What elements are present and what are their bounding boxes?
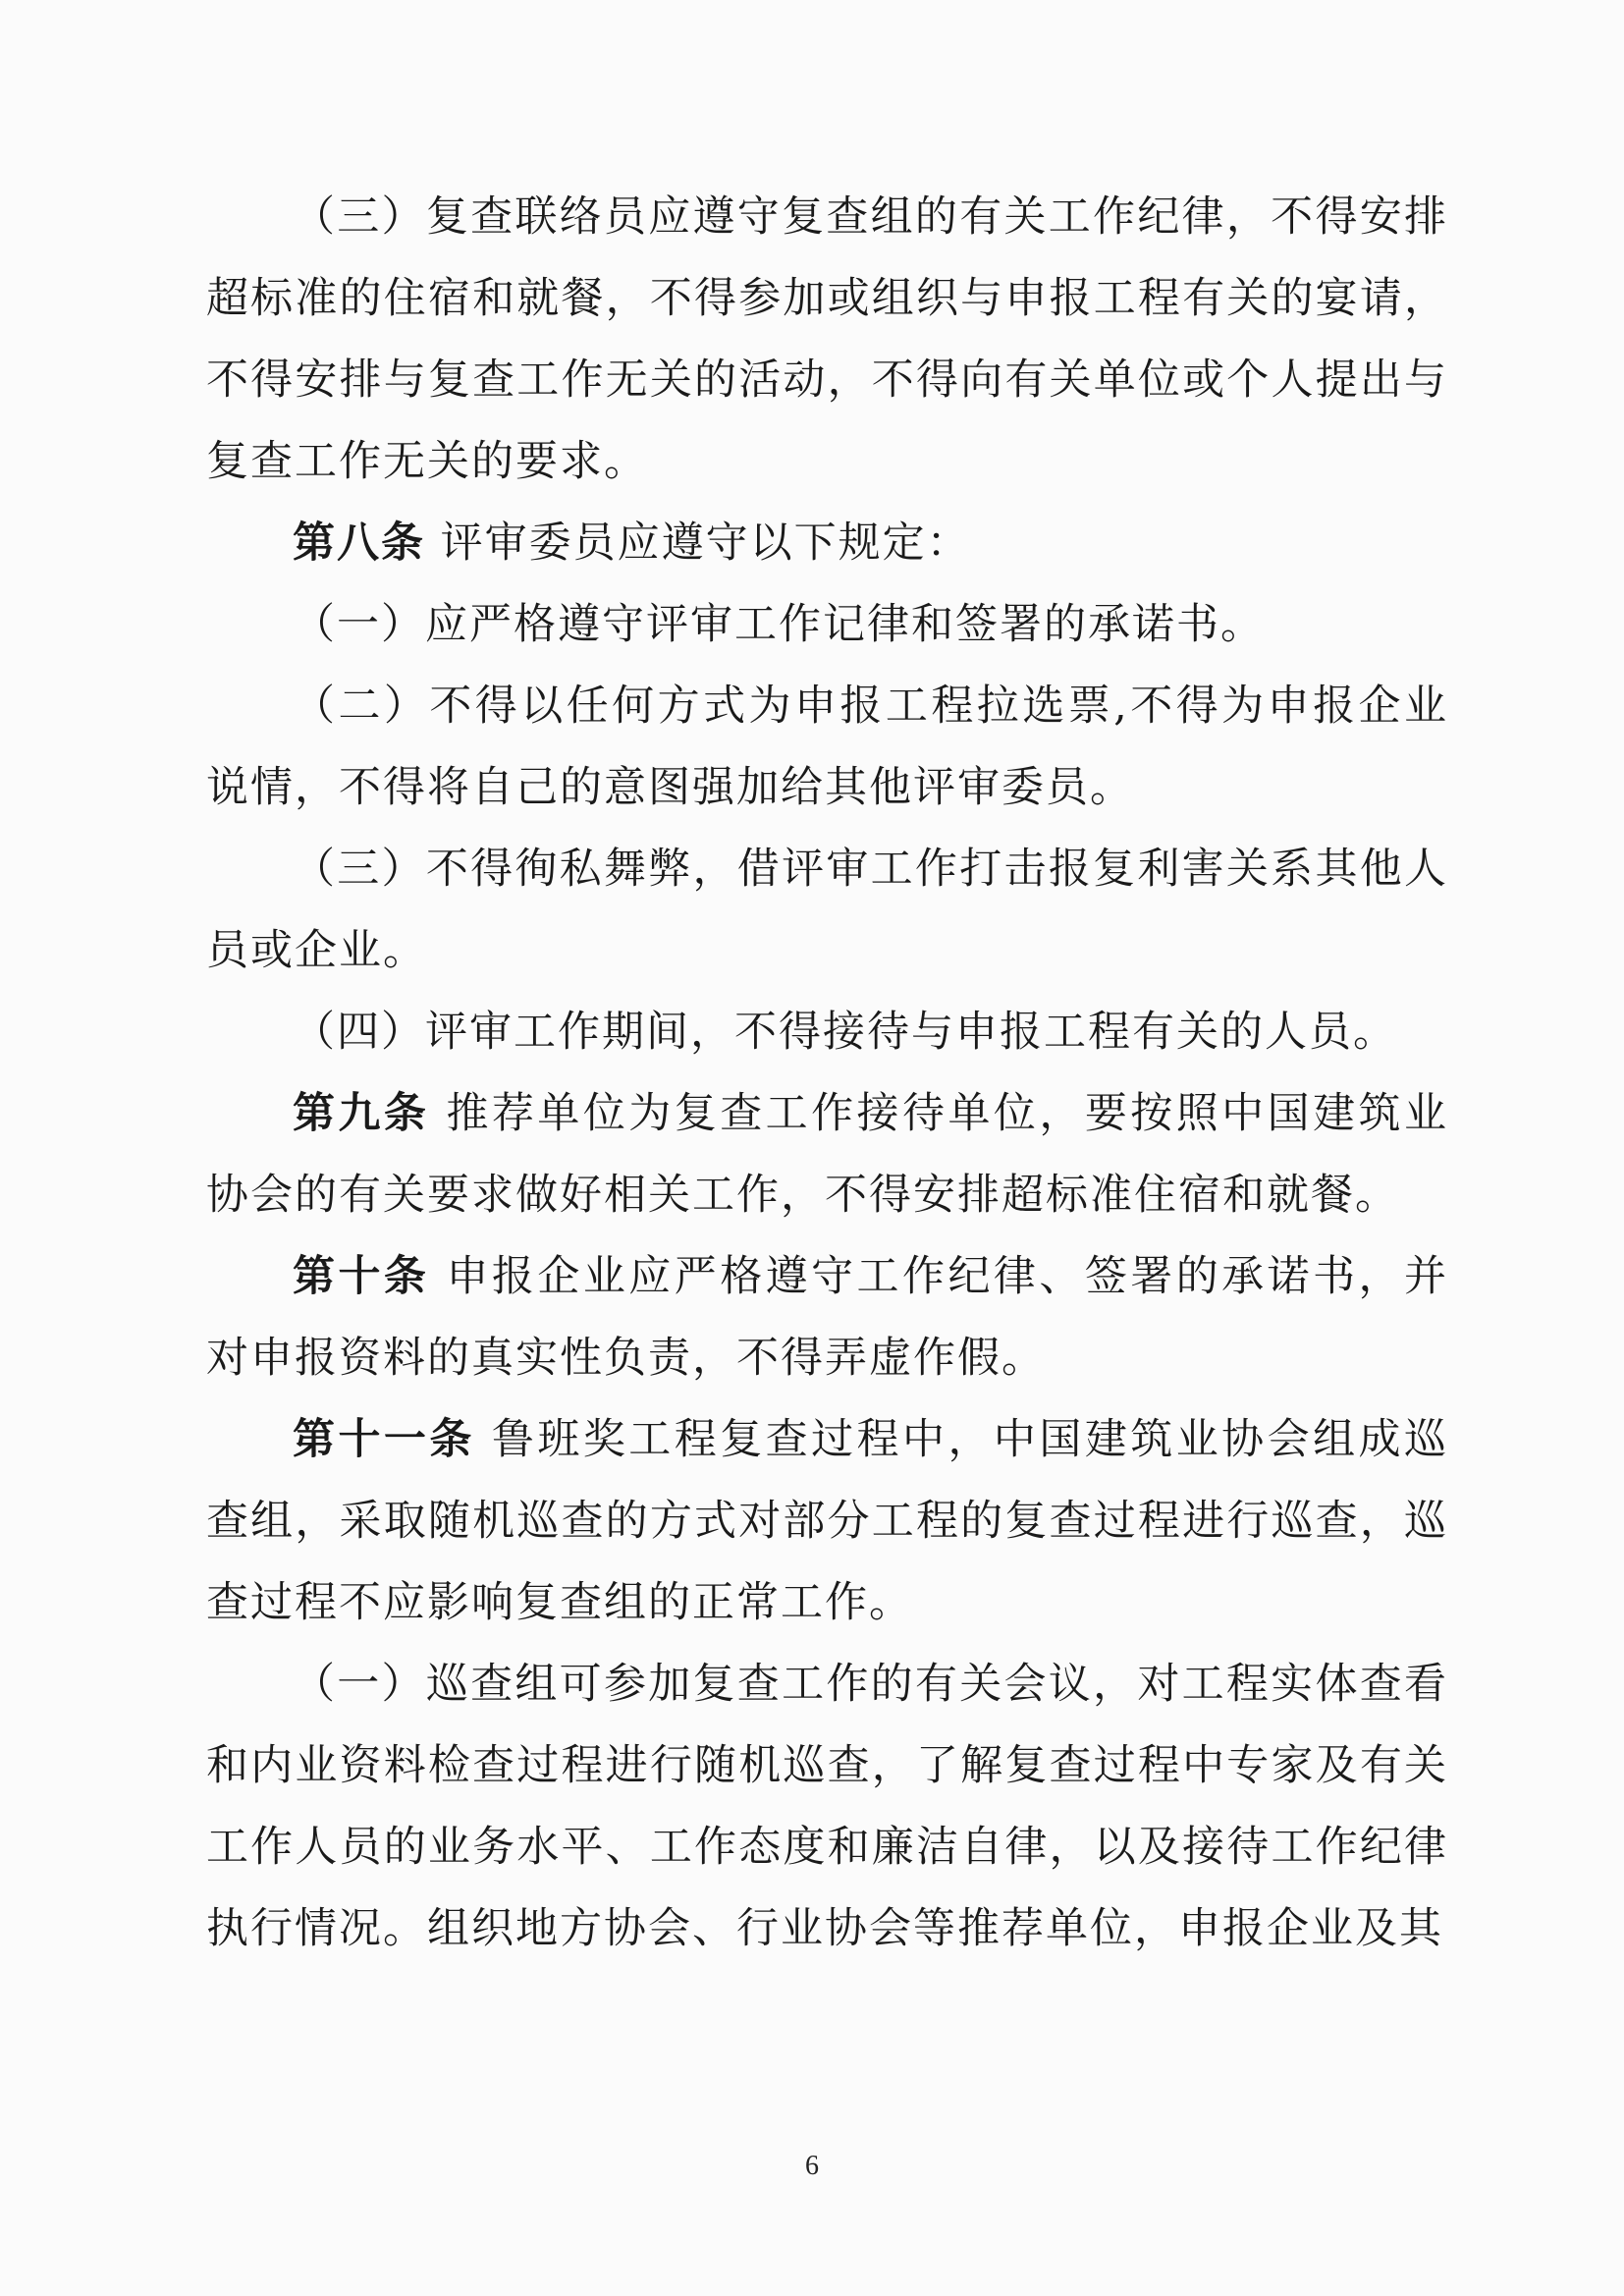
paragraph-text: （二）不得以任何方式为申报工程拉选票,不得为申报企业说情，不得将自己的意图强加给其他评审委员。: [206, 682, 1448, 812]
article-9: [206, 1073, 1448, 1236]
paragraph-text: 推荐单位为复查工作接待单位，要按照中国建筑业协会的有关要求做好相关工作，不得安排超标准住宿和就餐。: [206, 1089, 1448, 1220]
document-body: [206, 177, 1448, 1970]
article-8-item-3: [206, 829, 1448, 992]
paragraph-3-liaison-discipline: [206, 177, 1448, 503]
paragraph-text: （三）复查联络员应遵守复查组的有关工作纪律，不得安排超标准的住宿和就餐，不得参加或组织与申报工程有关的宴请，不得安排与复查工作无关的活动，不得向有关单位或个人提出与复查工作无关的要求。: [206, 192, 1448, 486]
article-8-item-1: [206, 584, 1448, 666]
article-heading: 第十条: [293, 1252, 430, 1301]
paragraph-text: 申报企业应严格遵守工作纪律、签署的承诺书，并对申报资料的真实性负责，不得弄虚作假。: [206, 1252, 1448, 1383]
paragraph-text: （三）不得徇私舞弊，借评审工作打击报复利害关系其他人员或企业。: [206, 845, 1448, 975]
article-8-item-4: [206, 992, 1448, 1073]
paragraph-text: （一）巡查组可参加复查工作的有关会议，对工程实体查看和内业资料检查过程进行随机巡查，了解复查过程中专家及有关工作人员的业务水平、工作态度和廉洁自律，以及接待工作纪律执行情况。组织地方协会、行业协会等推荐单位，申报企业及其: [206, 1660, 1448, 1953]
page-number: 6: [805, 2151, 819, 2181]
article-heading: 第十一条: [293, 1415, 475, 1464]
article-11-item-1: [206, 1644, 1448, 1970]
article-11: [206, 1399, 1448, 1644]
paragraph-text: （四）评审工作期间，不得接待与申报工程有关的人员。: [293, 1008, 1397, 1057]
article-10: [206, 1236, 1448, 1399]
paragraph-text: 鲁班奖工程复查过程中，中国建筑业协会组成巡查组，采取随机巡查的方式对部分工程的复查过程进行巡查，巡查过程不应影响复查组的正常工作。: [206, 1415, 1448, 1627]
article-8: [206, 503, 1448, 584]
paragraph-text: 评审委员应遵守以下规定：: [425, 519, 971, 568]
article-heading: 第八条: [293, 519, 425, 568]
article-8-item-2: [206, 666, 1448, 829]
paragraph-text: （一）应严格遵守评审工作记律和签署的承诺书。: [293, 600, 1265, 649]
article-heading: 第九条: [293, 1089, 430, 1138]
